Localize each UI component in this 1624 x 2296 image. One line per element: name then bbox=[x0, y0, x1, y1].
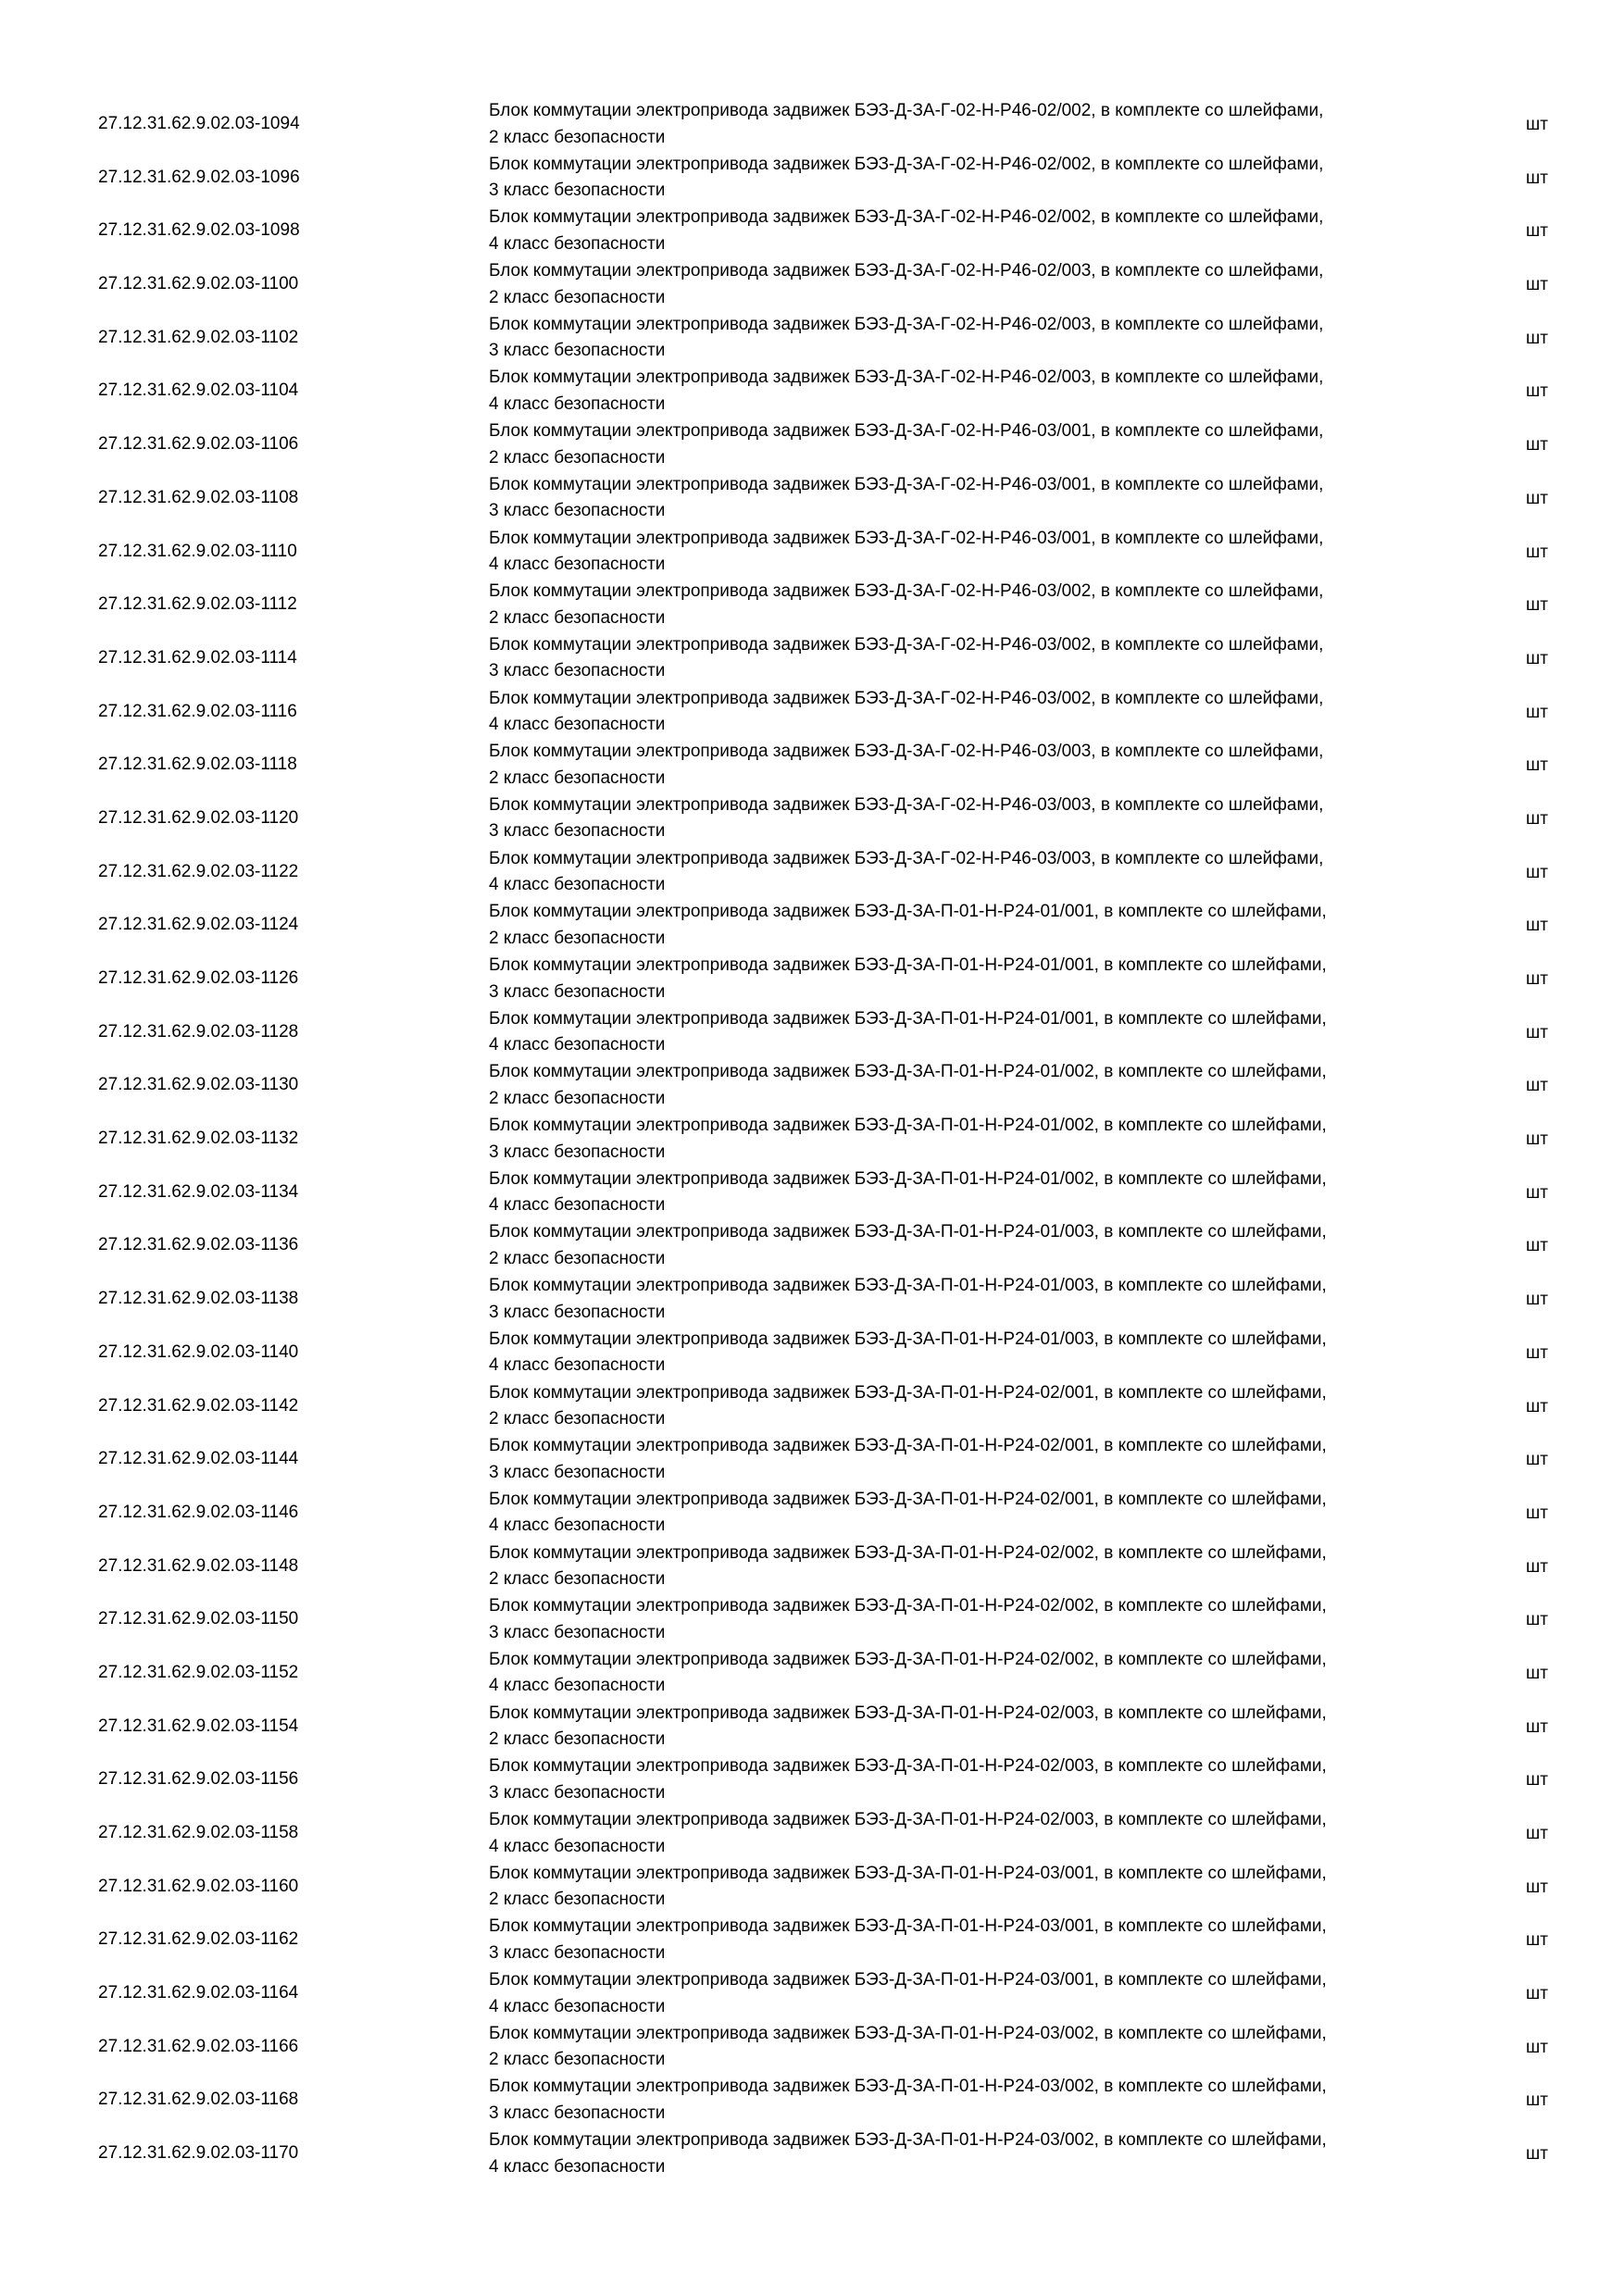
item-description-line-2: 2 класс безопасности bbox=[489, 447, 666, 468]
item-unit: шт bbox=[1526, 542, 1548, 562]
item-description bbox=[489, 686, 1489, 739]
table-row bbox=[0, 792, 1624, 846]
item-description bbox=[489, 205, 1489, 257]
item-description-line-1: Блок коммутации электропривода задвижек БЭЗ-Д-ЗА-Г-02-Н-Р46-03/003, в комплекте со шлейфами, bbox=[489, 742, 1324, 762]
item-description-line-1: Блок коммутации электропривода задвижек БЭЗ-Д-ЗА-Г-02-Н-Р46-03/001, в комплекте со шлейфами, bbox=[489, 421, 1324, 442]
item-description-line-1: Блок коммутации электропривода задвижек БЭЗ-Д-ЗА-Г-02-Н-Р46-03/001, в комплекте со шлейфами, bbox=[489, 528, 1324, 548]
item-description-line-1: Блок коммутации электропривода задвижек БЭЗ-Д-ЗА-П-01-Н-Р24-01/002, в комплекте со шлейфами, bbox=[489, 1116, 1327, 1136]
item-description-line-2: 2 класс безопасности bbox=[489, 127, 666, 147]
item-unit: шт bbox=[1526, 1236, 1548, 1256]
table-row bbox=[0, 1593, 1624, 1647]
item-description-line-2: 3 класс безопасности bbox=[489, 1302, 666, 1322]
item-code: 27.12.31.62.9.02.03-1136 bbox=[98, 1235, 299, 1255]
item-description-line-2: 4 класс безопасности bbox=[489, 1676, 666, 1696]
item-code: 27.12.31.62.9.02.03-1166 bbox=[98, 2036, 299, 2056]
item-unit: шт bbox=[1526, 1342, 1548, 1363]
item-description-line-1: Блок коммутации электропривода задвижек БЭЗ-Д-ЗА-П-01-Н-Р24-02/001, в комплекте со шлейфами, bbox=[489, 1382, 1327, 1403]
item-unit: шт bbox=[1526, 916, 1548, 936]
item-description bbox=[489, 1593, 1489, 1646]
item-code: 27.12.31.62.9.02.03-1138 bbox=[98, 1289, 299, 1309]
item-description-line-2: 2 класс безопасности bbox=[489, 767, 666, 788]
item-description-line-1: Блок коммутации электропривода задвижек БЭЗ-Д-ЗА-П-01-Н-Р24-03/001, в комплекте со шлейфами, bbox=[489, 1916, 1327, 1937]
item-description bbox=[489, 258, 1489, 311]
item-unit: шт bbox=[1526, 1716, 1548, 1737]
item-code: 27.12.31.62.9.02.03-1132 bbox=[98, 1129, 299, 1149]
item-description-line-1: Блок коммутации электропривода задвижек БЭЗ-Д-ЗА-Г-02-Н-Р46-03/003, в комплекте со шлейфами, bbox=[489, 848, 1324, 868]
item-unit: шт bbox=[1526, 702, 1548, 722]
item-unit: шт bbox=[1526, 1182, 1548, 1203]
item-description-line-2: 2 класс безопасности bbox=[489, 287, 666, 307]
item-description-line-1: Блок коммутации электропривода задвижек БЭЗ-Д-ЗА-П-01-Н-Р24-03/002, в комплекте со шлейфами, bbox=[489, 2077, 1327, 2097]
item-description-line-2: 4 класс безопасности bbox=[489, 715, 666, 735]
table-row bbox=[0, 1861, 1624, 1915]
item-description-line-1: Блок коммутации электропривода задвижек БЭЗ-Д-ЗА-Г-02-Н-Р46-02/002, в комплекте со шлейфами, bbox=[489, 101, 1324, 120]
item-description-line-1: Блок коммутации электропривода задвижек БЭЗ-Д-ЗА-П-01-Н-Р24-02/001, в комплекте со шлейфами, bbox=[489, 1489, 1327, 1509]
item-description-line-1: Блок коммутации электропривода задвижек БЭЗ-Д-ЗА-П-01-Н-Р24-01/003, в комплекте со шлейфами, bbox=[489, 1276, 1327, 1296]
item-description bbox=[489, 1059, 1489, 1112]
table-row bbox=[0, 205, 1624, 258]
table-row bbox=[0, 2128, 1624, 2181]
item-code: 27.12.31.62.9.02.03-1118 bbox=[98, 755, 297, 775]
item-unit: шт bbox=[1526, 1984, 1548, 2004]
item-description bbox=[489, 1487, 1489, 1540]
item-unit: шт bbox=[1526, 488, 1548, 508]
item-description bbox=[489, 1647, 1489, 1700]
item-description-line-1: Блок коммутации электропривода задвижек БЭЗ-Д-ЗА-П-01-Н-Р24-02/003, в комплекте со шлейфами, bbox=[489, 1810, 1327, 1829]
item-description-line-1: Блок коммутации электропривода задвижек БЭЗ-Д-ЗА-П-01-Н-Р24-01/003, в комплекте со шлейфами, bbox=[489, 1222, 1327, 1242]
item-code: 27.12.31.62.9.02.03-1164 bbox=[98, 1983, 299, 2003]
item-description bbox=[489, 1701, 1489, 1753]
item-description bbox=[489, 1861, 1489, 1914]
item-code: 27.12.31.62.9.02.03-1114 bbox=[98, 647, 297, 668]
table-row bbox=[0, 1487, 1624, 1541]
item-description-line-2: 2 класс безопасности bbox=[489, 1729, 666, 1750]
item-unit: шт bbox=[1526, 1930, 1548, 1951]
item-code: 27.12.31.62.9.02.03-1162 bbox=[98, 1929, 299, 1950]
table-row bbox=[0, 953, 1624, 1006]
item-description-line-1: Блок коммутации электропривода задвижек БЭЗ-Д-ЗА-Г-02-Н-Р46-02/003, в комплекте со шлейфами, bbox=[489, 261, 1324, 281]
item-description bbox=[489, 792, 1489, 845]
table-row bbox=[0, 1113, 1624, 1167]
table-row bbox=[0, 1647, 1624, 1701]
item-description bbox=[489, 1380, 1489, 1433]
table-row bbox=[0, 365, 1624, 418]
item-code: 27.12.31.62.9.02.03-1106 bbox=[98, 434, 299, 455]
table-row bbox=[0, 1380, 1624, 1434]
table-row bbox=[0, 98, 1624, 152]
table-row bbox=[0, 1273, 1624, 1327]
item-description-line-1: Блок коммутации электропривода задвижек БЭЗ-Д-ЗА-П-01-Н-Р24-01/002, в комплекте со шлейфами, bbox=[489, 1062, 1327, 1082]
item-code: 27.12.31.62.9.02.03-1102 bbox=[98, 327, 299, 347]
item-unit: шт bbox=[1526, 275, 1548, 295]
item-code: 27.12.31.62.9.02.03-1130 bbox=[98, 1075, 299, 1095]
item-description bbox=[489, 739, 1489, 792]
item-description bbox=[489, 579, 1489, 631]
item-description bbox=[489, 312, 1489, 365]
item-list bbox=[0, 98, 1624, 2181]
item-description bbox=[489, 1753, 1489, 1806]
table-row bbox=[0, 1807, 1624, 1861]
item-description bbox=[489, 365, 1489, 418]
item-unit: шт bbox=[1526, 755, 1548, 776]
item-description-line-2: 3 класс безопасности bbox=[489, 501, 666, 521]
table-row bbox=[0, 1059, 1624, 1113]
item-description-line-1: Блок коммутации электропривода задвижек БЭЗ-Д-ЗА-Г-02-Н-Р46-03/003, в комплекте со шлейфами, bbox=[489, 794, 1324, 815]
item-code: 27.12.31.62.9.02.03-1116 bbox=[98, 701, 297, 721]
item-description-line-1: Блок коммутации электропривода задвижек БЭЗ-Д-ЗА-П-01-Н-Р24-02/003, в комплекте со шлейфами, bbox=[489, 1703, 1327, 1723]
table-row bbox=[0, 579, 1624, 632]
item-code: 27.12.31.62.9.02.03-1144 bbox=[98, 1449, 299, 1469]
table-row bbox=[0, 526, 1624, 580]
item-unit: шт bbox=[1526, 2037, 1548, 2057]
table-row bbox=[0, 1219, 1624, 1273]
item-description-line-2: 4 класс безопасности bbox=[489, 1355, 666, 1376]
item-code: 27.12.31.62.9.02.03-1158 bbox=[98, 1823, 299, 1842]
item-description bbox=[489, 1914, 1489, 1966]
item-code: 27.12.31.62.9.02.03-1142 bbox=[98, 1395, 299, 1416]
item-description-line-2: 3 класс безопасности bbox=[489, 1142, 666, 1162]
item-unit: шт bbox=[1526, 648, 1548, 668]
item-unit: шт bbox=[1526, 1824, 1548, 1843]
item-code: 27.12.31.62.9.02.03-1128 bbox=[98, 1021, 299, 1042]
item-description-line-1: Блок коммутации электропривода задвижек БЭЗ-Д-ЗА-П-01-Н-Р24-03/001, в комплекте со шлейфами, bbox=[489, 1970, 1327, 1990]
item-description-line-1: Блок коммутации электропривода задвижек БЭЗ-Д-ЗА-П-01-Н-Р24-02/002, в комплекте со шлейфами, bbox=[489, 1542, 1327, 1563]
item-description-line-2: 3 класс безопасности bbox=[489, 181, 666, 201]
item-unit: шт bbox=[1526, 808, 1548, 829]
item-code: 27.12.31.62.9.02.03-1148 bbox=[98, 1555, 299, 1576]
item-description-line-1: Блок коммутации электропривода задвижек БЭЗ-Д-ЗА-П-01-Н-Р24-02/002, в комплекте со шлейфами, bbox=[489, 1649, 1327, 1669]
item-description-line-2: 4 класс безопасности bbox=[489, 875, 666, 895]
item-code: 27.12.31.62.9.02.03-1098 bbox=[98, 220, 300, 241]
table-row bbox=[0, 312, 1624, 366]
item-description-line-1: Блок коммутации электропривода задвижек БЭЗ-Д-ЗА-П-01-Н-Р24-01/001, в комплекте со шлейфами, bbox=[489, 902, 1327, 922]
item-code: 27.12.31.62.9.02.03-1094 bbox=[98, 114, 300, 133]
item-description-line-1: Блок коммутации электропривода задвижек БЭЗ-Д-ЗА-П-01-Н-Р24-03/001, в комплекте со шлейфами, bbox=[489, 1863, 1327, 1883]
item-code: 27.12.31.62.9.02.03-1152 bbox=[98, 1662, 299, 1682]
item-code: 27.12.31.62.9.02.03-1156 bbox=[98, 1769, 299, 1790]
item-description-line-2: 4 класс безопасности bbox=[489, 2156, 666, 2177]
item-unit: шт bbox=[1526, 435, 1548, 455]
table-row bbox=[0, 846, 1624, 900]
item-code: 27.12.31.62.9.02.03-1110 bbox=[98, 541, 297, 561]
item-code: 27.12.31.62.9.02.03-1126 bbox=[98, 968, 299, 988]
item-description-line-1: Блок коммутации электропривода задвижек БЭЗ-Д-ЗА-Г-02-Н-Р46-02/003, в комплекте со шлейфами, bbox=[489, 368, 1324, 388]
table-row bbox=[0, 1541, 1624, 1594]
item-description-line-2: 3 класс безопасности bbox=[489, 1622, 666, 1642]
item-unit: шт bbox=[1526, 1450, 1548, 1470]
table-row bbox=[0, 899, 1624, 953]
item-description bbox=[489, 2021, 1489, 2074]
item-description-line-2: 2 класс безопасности bbox=[489, 1248, 666, 1268]
item-code: 27.12.31.62.9.02.03-1150 bbox=[98, 1609, 299, 1629]
table-row bbox=[0, 1914, 1624, 1967]
item-unit: шт bbox=[1526, 1556, 1548, 1577]
item-unit: шт bbox=[1526, 328, 1548, 348]
item-code: 27.12.31.62.9.02.03-1140 bbox=[98, 1341, 299, 1362]
table-row bbox=[0, 1006, 1624, 1060]
item-code: 27.12.31.62.9.02.03-1112 bbox=[98, 594, 297, 615]
table-row bbox=[0, 152, 1624, 206]
item-unit: шт bbox=[1526, 221, 1548, 242]
item-description-line-2: 2 класс безопасности bbox=[489, 607, 666, 628]
table-row bbox=[0, 1967, 1624, 2021]
item-unit: шт bbox=[1526, 2090, 1548, 2111]
item-description-line-1: Блок коммутации электропривода задвижек БЭЗ-Д-ЗА-П-01-Н-Р24-01/002, в комплекте со шлейфами, bbox=[489, 1168, 1327, 1189]
item-description bbox=[489, 152, 1489, 205]
item-description bbox=[489, 1006, 1489, 1059]
table-row bbox=[0, 686, 1624, 740]
item-description bbox=[489, 899, 1489, 952]
item-description-line-2: 3 класс безопасности bbox=[489, 2103, 666, 2123]
item-description-line-1: Блок коммутации электропривода задвижек БЭЗ-Д-ЗА-Г-02-Н-Р46-02/003, в комплекте со шлейфами, bbox=[489, 314, 1324, 334]
item-description-line-1: Блок коммутации электропривода задвижек БЭЗ-Д-ЗА-Г-02-Н-Р46-03/001, в комплекте со шлейфами, bbox=[489, 474, 1324, 494]
item-description-line-2: 3 класс безопасности bbox=[489, 1462, 666, 1482]
table-row bbox=[0, 739, 1624, 792]
item-description-line-2: 3 класс безопасности bbox=[489, 1782, 666, 1803]
item-description bbox=[489, 1327, 1489, 1379]
item-description bbox=[489, 1807, 1489, 1860]
item-description bbox=[489, 1273, 1489, 1326]
item-description bbox=[489, 526, 1489, 579]
item-description-line-2: 2 класс безопасности bbox=[489, 1409, 666, 1429]
item-description-line-2: 4 класс безопасности bbox=[489, 555, 666, 574]
item-description-line-1: Блок коммутации электропривода задвижек БЭЗ-Д-ЗА-П-01-Н-Р24-03/002, в комплекте со шлейфами, bbox=[489, 2130, 1327, 2151]
item-description-line-1: Блок коммутации электропривода задвижек БЭЗ-Д-ЗА-Г-02-Н-Р46-03/002, в комплекте со шлейфами, bbox=[489, 581, 1324, 602]
item-description-line-2: 3 класс безопасности bbox=[489, 821, 666, 842]
item-code: 27.12.31.62.9.02.03-1096 bbox=[98, 167, 300, 187]
item-description bbox=[489, 632, 1489, 685]
item-description bbox=[489, 1541, 1489, 1593]
item-code: 27.12.31.62.9.02.03-1146 bbox=[98, 1502, 299, 1522]
item-description-line-2: 3 класс безопасности bbox=[489, 661, 666, 681]
item-description-line-1: Блок коммутации электропривода задвижек БЭЗ-Д-ЗА-Г-02-Н-Р46-02/002, в комплекте со шлейфами, bbox=[489, 207, 1324, 228]
item-description-line-2: 4 класс безопасности bbox=[489, 1195, 666, 1216]
item-code: 27.12.31.62.9.02.03-1124 bbox=[98, 915, 299, 935]
item-description bbox=[489, 1433, 1489, 1486]
item-description-line-1: Блок коммутации электропривода задвижек БЭЗ-Д-ЗА-Г-02-Н-Р46-02/002, в комплекте со шлейфами, bbox=[489, 154, 1324, 174]
table-row bbox=[0, 2074, 1624, 2128]
item-code: 27.12.31.62.9.02.03-1104 bbox=[98, 381, 299, 401]
item-description-line-2: 2 класс безопасности bbox=[489, 2050, 666, 2070]
item-code: 27.12.31.62.9.02.03-1122 bbox=[98, 861, 299, 881]
item-unit: шт bbox=[1526, 969, 1548, 989]
item-description-line-1: Блок коммутации электропривода задвижек БЭЗ-Д-ЗА-П-01-Н-Р24-02/002, в комплекте со шлейфами, bbox=[489, 1596, 1327, 1616]
item-code: 27.12.31.62.9.02.03-1170 bbox=[98, 2143, 299, 2164]
item-unit: шт bbox=[1526, 168, 1548, 188]
table-row bbox=[0, 632, 1624, 686]
item-description-line-1: Блок коммутации электропривода задвижек БЭЗ-Д-ЗА-Г-02-Н-Р46-03/002, в комплекте со шлейфами, bbox=[489, 634, 1324, 655]
table-row bbox=[0, 1433, 1624, 1487]
item-unit: шт bbox=[1526, 1396, 1548, 1416]
item-description bbox=[489, 418, 1489, 471]
item-unit: шт bbox=[1526, 1290, 1548, 1310]
item-code: 27.12.31.62.9.02.03-1120 bbox=[98, 807, 299, 828]
item-description-line-2: 4 класс безопасности bbox=[489, 233, 666, 254]
item-description bbox=[489, 472, 1489, 525]
item-unit: шт bbox=[1526, 862, 1548, 882]
item-unit: шт bbox=[1526, 115, 1548, 134]
item-description-line-2: 2 класс безопасности bbox=[489, 1088, 666, 1108]
item-unit: шт bbox=[1526, 1503, 1548, 1523]
item-description-line-2: 3 класс безопасности bbox=[489, 1942, 666, 1963]
item-unit: шт bbox=[1526, 1877, 1548, 1897]
item-description-line-2: 2 класс безопасности bbox=[489, 1890, 666, 1910]
item-code: 27.12.31.62.9.02.03-1160 bbox=[98, 1876, 299, 1896]
item-description-line-2: 2 класс безопасности bbox=[489, 1569, 666, 1590]
table-row bbox=[0, 1753, 1624, 1807]
item-description-line-1: Блок коммутации электропривода задвижек БЭЗ-Д-ЗА-П-01-Н-Р24-02/003, в комплекте со шлейфами, bbox=[489, 1756, 1327, 1777]
item-description-line-1: Блок коммутации электропривода задвижек БЭЗ-Д-ЗА-П-01-Н-Р24-03/002, в комплекте со шлейфами, bbox=[489, 2023, 1327, 2043]
item-unit: шт bbox=[1526, 2144, 1548, 2165]
item-description bbox=[489, 2074, 1489, 2127]
item-description-line-2: 4 класс безопасности bbox=[489, 393, 666, 414]
table-row bbox=[0, 258, 1624, 312]
item-description bbox=[489, 1219, 1489, 1272]
item-description-line-2: 3 класс безопасности bbox=[489, 341, 666, 361]
item-description-line-2: 3 класс безопасности bbox=[489, 981, 666, 1002]
item-description-line-2: 2 класс безопасности bbox=[489, 928, 666, 948]
item-description-line-1: Блок коммутации электропривода задвижек БЭЗ-Д-ЗА-П-01-Н-Р24-01/001, в комплекте со шлейфами, bbox=[489, 1008, 1327, 1029]
item-description bbox=[489, 98, 1489, 151]
table-row bbox=[0, 2021, 1624, 2075]
table-row bbox=[0, 1327, 1624, 1380]
table-row bbox=[0, 472, 1624, 526]
item-description-line-1: Блок коммутации электропривода задвижек БЭЗ-Д-ЗА-Г-02-Н-Р46-03/002, в комплекте со шлейфами, bbox=[489, 688, 1324, 708]
item-description bbox=[489, 1967, 1489, 2020]
item-unit: шт bbox=[1526, 1610, 1548, 1630]
item-code: 27.12.31.62.9.02.03-1108 bbox=[98, 487, 299, 507]
item-code: 27.12.31.62.9.02.03-1154 bbox=[98, 1716, 299, 1736]
item-description bbox=[489, 1113, 1489, 1166]
item-description-line-2: 4 класс безопасности bbox=[489, 1516, 666, 1536]
item-unit: шт bbox=[1526, 1022, 1548, 1042]
item-description-line-1: Блок коммутации электропривода задвижек БЭЗ-Д-ЗА-П-01-Н-Р24-01/001, в комплекте со шлейфами, bbox=[489, 955, 1327, 975]
item-unit: шт bbox=[1526, 1770, 1548, 1791]
item-unit: шт bbox=[1526, 1663, 1548, 1683]
item-description-line-2: 4 класс безопасности bbox=[489, 1035, 666, 1055]
table-row bbox=[0, 1701, 1624, 1754]
item-code: 27.12.31.62.9.02.03-1168 bbox=[98, 2090, 299, 2110]
item-description bbox=[489, 953, 1489, 1005]
item-unit: шт bbox=[1526, 1076, 1548, 1096]
item-description-line-2: 4 класс безопасности bbox=[489, 1996, 666, 2016]
item-description-line-1: Блок коммутации электропривода задвижек БЭЗ-Д-ЗА-П-01-Н-Р24-01/003, в комплекте со шлейфами, bbox=[489, 1329, 1327, 1349]
item-code: 27.12.31.62.9.02.03-1100 bbox=[98, 274, 299, 294]
item-description bbox=[489, 846, 1489, 899]
item-description-line-2: 4 класс безопасности bbox=[489, 1836, 666, 1856]
table-row bbox=[0, 1167, 1624, 1220]
item-unit: шт bbox=[1526, 381, 1548, 402]
item-description bbox=[489, 2128, 1489, 2180]
item-description bbox=[489, 1167, 1489, 1219]
item-description-line-1: Блок коммутации электропривода задвижек БЭЗ-Д-ЗА-П-01-Н-Р24-02/001, в комплекте со шлейфами, bbox=[489, 1436, 1327, 1456]
item-unit: шт bbox=[1526, 595, 1548, 616]
item-code: 27.12.31.62.9.02.03-1134 bbox=[98, 1181, 299, 1202]
item-unit: шт bbox=[1526, 1129, 1548, 1150]
table-row bbox=[0, 418, 1624, 472]
